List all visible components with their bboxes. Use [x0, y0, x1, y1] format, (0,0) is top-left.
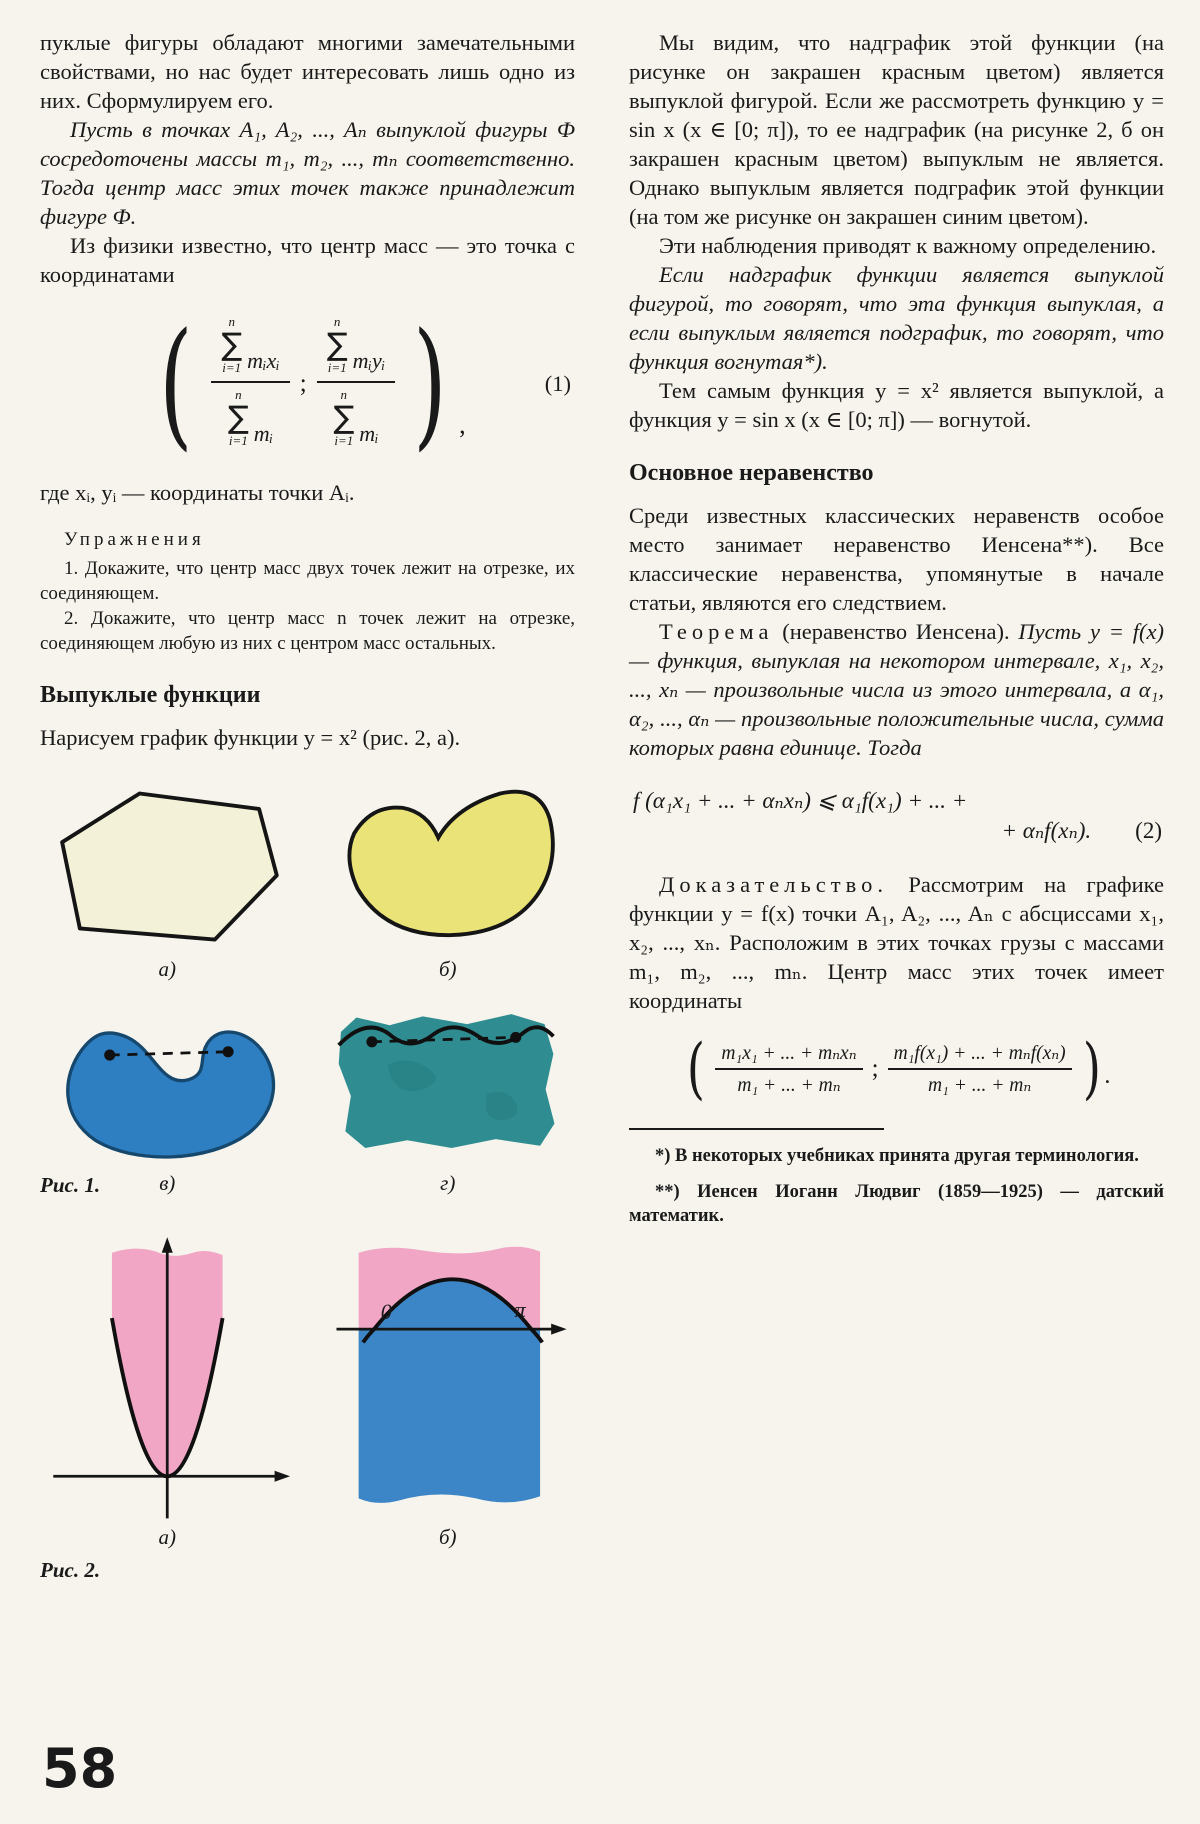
page-number: 58	[42, 1737, 118, 1800]
convex-polygon-shape	[62, 794, 277, 940]
jensen-line-2	[629, 818, 1164, 844]
paragraph-proof	[629, 870, 1164, 1015]
y-axis-arrow-icon	[162, 1238, 173, 1253]
footnotes	[629, 1128, 1164, 1229]
footnote-1: *) В некоторых учебниках принята другая терминология.	[655, 1145, 1139, 1166]
left-paren: (	[686, 1030, 705, 1108]
sigma-icon: ∑	[221, 327, 243, 364]
origin-label: 0	[380, 1299, 392, 1325]
sum-upper-limit: n	[333, 314, 341, 330]
x-axis-arrow-icon	[551, 1324, 566, 1335]
term-mx: mᵢxᵢ	[247, 348, 280, 374]
sum-upper-limit: n	[228, 314, 235, 330]
figure-2-caption: Рис. 2.	[40, 1558, 101, 1583]
sum-lower-limit: i=1	[327, 360, 347, 376]
exercise-item: 2. Докажите, что центр масс n точек лежит на отрезке, соединяющем любую из них с центром масс остальных.	[40, 608, 575, 655]
fraction-y-numerator	[317, 313, 396, 383]
semicolon-separator: ;	[299, 369, 307, 397]
exercises-title: Упражнения	[64, 528, 205, 550]
fraction-x-numerator	[211, 313, 290, 383]
figure-1g-label: г)	[440, 1171, 456, 1196]
footnote-rule	[629, 1128, 884, 1130]
chord-endpoint-dot	[366, 1037, 377, 1048]
comma: ,	[459, 409, 466, 439]
term-my: mᵢyᵢ	[352, 348, 386, 374]
fraction-ordinate	[888, 1041, 1072, 1097]
jensen-line-1: f (α₁x₁ + ... + αₙxₙ) ⩽ α₁f(x₁) + ... +	[633, 788, 968, 814]
parabola-epigraph-plot	[40, 1224, 295, 1523]
sum-symbol	[327, 315, 348, 376]
exercises-block	[40, 527, 575, 656]
right-column	[629, 28, 1164, 1583]
equation-number-1: (1)	[544, 370, 571, 396]
left-paren: (	[159, 302, 194, 464]
nonconvex-yellow-figure	[321, 778, 576, 955]
figure-1v-cell	[40, 992, 295, 1202]
right-paren: )	[1082, 1030, 1101, 1108]
sum-lower-limit: i=1	[334, 432, 354, 448]
jensen-line-2-text: + αₙf(xₙ).	[1001, 818, 1092, 844]
figure-2-grid	[40, 1224, 575, 1556]
equation-number-2: (2)	[1135, 818, 1162, 844]
sum-upper-limit: n	[235, 387, 242, 403]
fraction-abscissa-denominator: m₁ + ... + mₙ	[737, 1075, 841, 1097]
blue-bean-shape	[68, 1032, 274, 1157]
theorem-parenthetical: (неравенство Иенсена).	[782, 619, 1010, 645]
formula-centroid-body	[149, 302, 466, 464]
sum-symbol	[228, 388, 249, 449]
fraction-ordinate-denominator: m₁ + ... + mₙ	[927, 1075, 1032, 1097]
theorem-statement: Пусть y = f(x) — функция, выпуклая на некотором интервале, x₁, x₂, ..., xₙ — произвольные числа из этого интервала, а α₁, α₂, ..., αₙ — произвольные положительные числа, сумма которых равна единице. Тогда	[629, 619, 1164, 761]
paragraph-theorem	[629, 617, 1164, 762]
chord-endpoint-dot	[104, 1050, 115, 1061]
figure-1a-cell	[40, 778, 295, 988]
semicolon-separator: ;	[871, 1055, 879, 1083]
section-heading-main-inequality: Основное неравенство	[629, 460, 874, 487]
figure-2b-cell	[321, 1224, 576, 1556]
x-axis-arrow-icon	[275, 1471, 290, 1482]
figure-1-caption: Рис. 1.	[40, 1173, 101, 1198]
figure-1v-label: в)	[159, 1171, 176, 1196]
nonconvex-yellow-shape	[349, 792, 552, 935]
figure-1b-cell	[321, 778, 576, 988]
paragraph-observe: Эти наблюдения приводят к важному определению.	[659, 233, 1157, 259]
period: .	[1104, 1062, 1111, 1089]
formula-centroid	[40, 302, 575, 464]
sum-lower-limit: i=1	[222, 360, 242, 376]
nonconvex-blue-bean-figure	[40, 992, 295, 1169]
figure-1	[40, 778, 575, 1202]
fraction-x-denominator	[218, 383, 283, 454]
sum-upper-limit: n	[340, 387, 348, 403]
chord-endpoint-dot	[223, 1047, 234, 1058]
figure-1a-label: а)	[158, 957, 176, 982]
sum-symbol	[333, 388, 354, 449]
fraction-y-denominator	[323, 383, 388, 454]
left-column	[40, 28, 575, 1583]
sigma-icon: ∑	[326, 327, 348, 364]
figure-1b-label: б)	[438, 957, 457, 982]
term-m: mᵢ	[253, 420, 274, 446]
fraction-abscissa	[715, 1041, 862, 1097]
pi-label: π	[514, 1297, 526, 1323]
paragraph-thus: Тем самым функция y = x² является выпуклой, а функция y = sin x (x ∈ [0; π]) — вогнутой.	[629, 378, 1164, 433]
paragraph-jensen-intro: Среди известных классических неравенств особое место занимает неравенство Иенсена**). Все классические неравенства, упомянутые в начале статьи, являются его следствием.	[629, 503, 1164, 616]
sigma-icon: ∑	[333, 399, 355, 436]
right-paren: )	[413, 302, 447, 464]
paragraph-draw-graph: Нарисуем график функции y = x² (рис. 2, а).	[40, 725, 461, 751]
fraction-abscissa-numerator: m₁x₁ + ... + mₙxₙ	[715, 1041, 862, 1070]
figure-1g-cell	[321, 992, 576, 1202]
sigma-icon: ∑	[227, 399, 249, 436]
figure-2b-label: б)	[438, 1525, 457, 1550]
proof-label: Доказательство.	[659, 872, 888, 898]
section-heading-convex-functions: Выпуклые функции	[40, 682, 261, 709]
paragraph-physics: Из физики известно, что центр масс — это точка с координатами	[40, 233, 575, 288]
formula-jensen	[629, 788, 1164, 844]
paragraph-mass-theorem: Пусть в точках A₁, A₂, ..., Aₙ выпуклой фигуры Ф сосредоточены массы m₁, m₂, ..., mₙ соответственно. Тогда центр масс этих точек также принадлежит фигуре Ф.	[40, 117, 575, 230]
fraction-ordinate-numerator: m₁f(x₁) + ... + mₙf(xₙ)	[888, 1041, 1072, 1070]
paragraph-definition: Если надграфик функции является выпуклой фигурой, то говорят, что эта функция выпуклая, а если выпуклым является подграфик, то говорят, что функция вогнутая*).	[629, 262, 1164, 375]
term-m: mᵢ	[359, 420, 379, 446]
paragraph-where: где xᵢ, yᵢ — координаты точки Aᵢ.	[40, 479, 355, 505]
convex-polygon-figure	[40, 778, 295, 955]
footnote-2: **) Иенсен Иоганн Людвиг (1859—1925) — датский математик.	[629, 1181, 1164, 1227]
figure-2a-cell	[40, 1224, 295, 1556]
formula-centroid-coordinates	[629, 1030, 1164, 1108]
figure-1-grid	[40, 778, 575, 1202]
fraction-x	[211, 313, 290, 454]
two-column-layout	[40, 28, 1164, 1583]
fraction-y	[317, 313, 396, 454]
chord-endpoint-dot	[510, 1032, 521, 1043]
theorem-label: Теорема	[659, 619, 774, 645]
sum-symbol	[221, 315, 242, 376]
figure-2	[40, 1224, 575, 1583]
proof-body: Рассмотрим на графике функции y = f(x) точки A₁, A₂, ..., Aₙ с абсциссами x₁, x₂, ..., xₙ. Расположим в этих точках грузы с массами m₁, m₂, ..., mₙ. Центр масс этих точек имеет координаты	[629, 872, 1164, 1014]
exercise-item: 1. Докажите, что центр масс двух точек лежит на отрезке, их соединяющем.	[40, 557, 575, 605]
paragraph-continuation: пуклые фигуры обладают многими замечательными свойствами, но нас будет интересовать лишь одно из них. Сформулируем его.	[40, 30, 575, 114]
sum-lower-limit: i=1	[228, 432, 248, 448]
sine-epigraph-subgraph-plot	[321, 1224, 576, 1523]
figure-2a-label: а)	[158, 1525, 176, 1550]
nonconvex-teal-figure	[321, 992, 576, 1169]
paragraph-epigraph: Мы видим, что надграфик этой функции (на рисунке он закрашен красным цветом) является выпуклой фигурой. Если же рассмотреть функцию y = sin x (x ∈ [0; π]), то ее надграфик (на рисунке 2, б он закрашен красным цветом) выпуклым не является. Однако выпуклым является подграфик этой функции (на том же рисунке он закрашен синим цветом).	[629, 30, 1164, 230]
